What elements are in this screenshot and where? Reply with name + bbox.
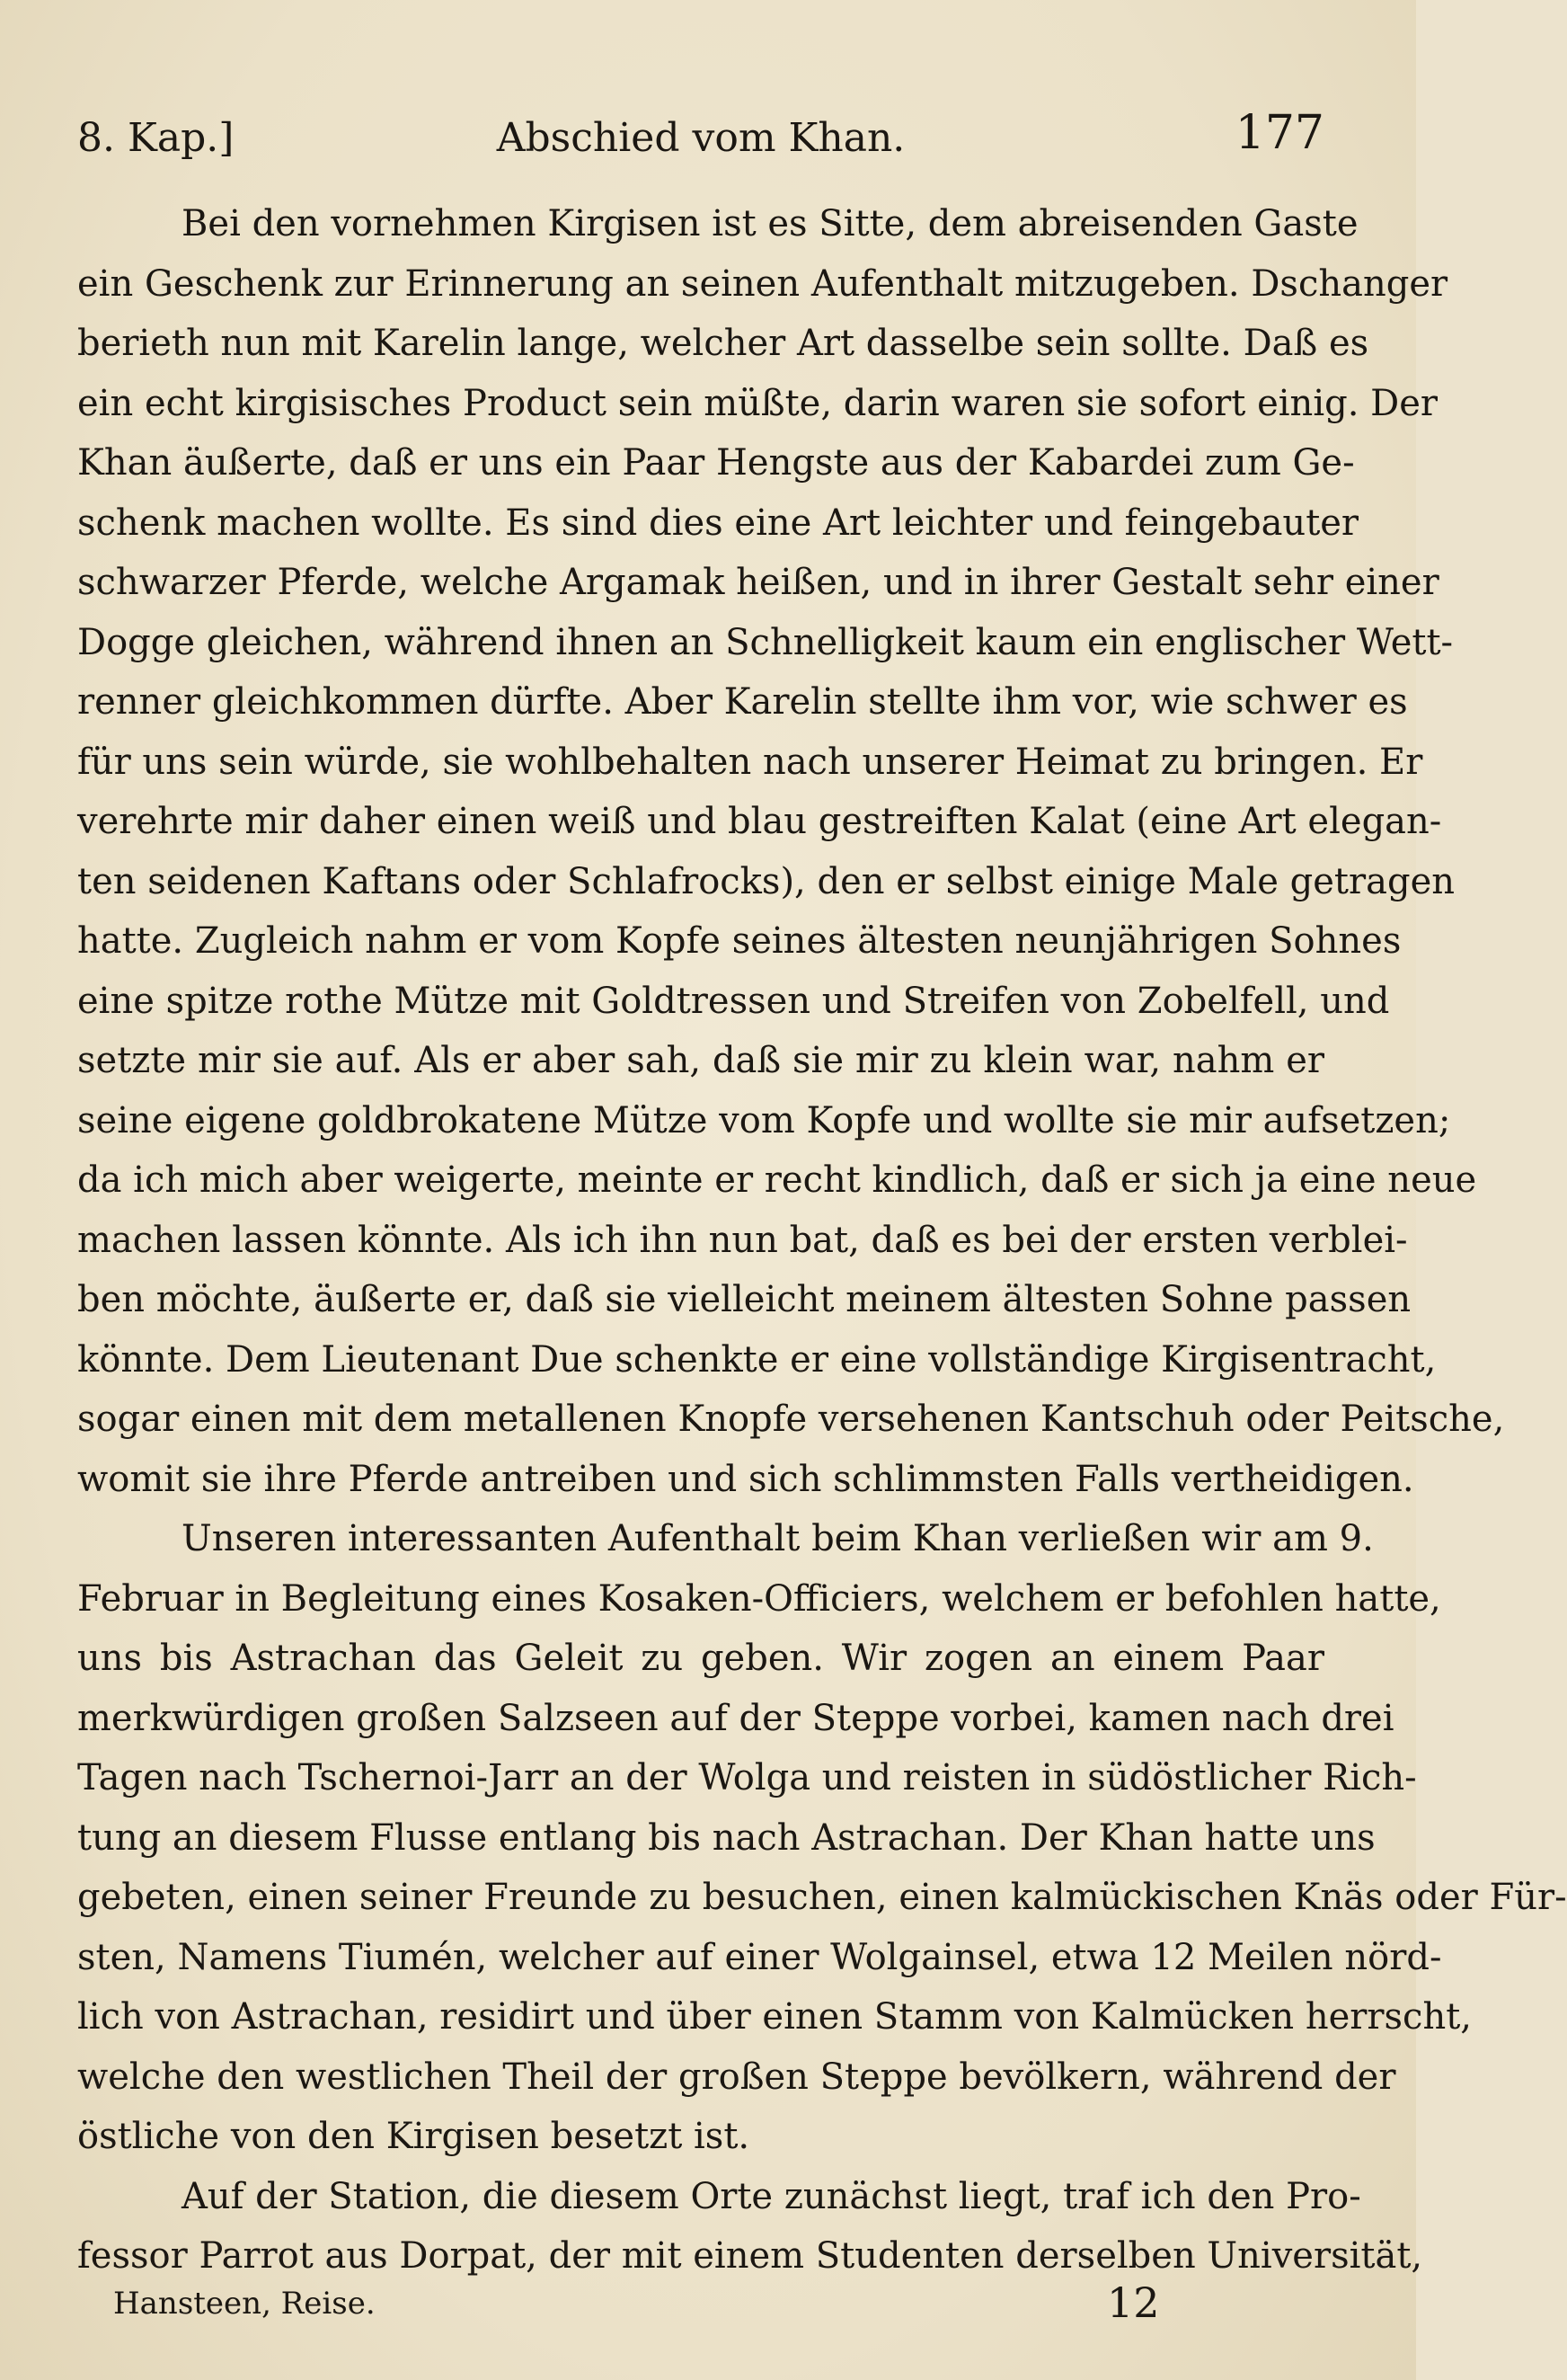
body-text [77, 194, 1567, 2287]
text-line: Unseren interessanten Aufenthalt beim Khan verließen wir am 9. [181, 1518, 1374, 1559]
text-line: setzte mir sie auf. Als er aber sah, daß sie mir zu klein war, nahm er [77, 1040, 1324, 1081]
paragraph [77, 194, 1505, 1509]
paragraph [77, 2167, 1423, 2287]
text-line: verehrte mir daher einen weiß und blau gestreiften Kalat (eine Art elegan- [77, 801, 1442, 842]
text-line: tung an diesem Flusse entlang bis nach Astrachan. Der Khan hatte uns [77, 1816, 1376, 1859]
text-line: gebeten, einen seiner Freunde zu besuchen, einen kalmückischen Knäs oder Für- [77, 1877, 1567, 1918]
text-line: könnte. Dem Lieutenant Due schenkte er eine vollständige Kirgisentracht, [77, 1338, 1437, 1381]
paragraph [77, 1509, 1567, 2167]
text-line: ten seidenen Kaftans oder Schlafrocks), den er selbst einige Male getragen [77, 860, 1456, 902]
text-line: ben möchte, äußerte er, daß sie vielleicht meinem ältesten Sohne passen [77, 1279, 1412, 1320]
text-line: schenk machen wollte. Es sind dies eine Art leichter und feingebauter [77, 502, 1359, 544]
text-line: hatte. Zugleich nahm er vom Kopfe seines ältesten neunjährigen Sohnes [77, 920, 1402, 962]
text-line: östliche von den Kirgisen besetzt ist. [77, 2116, 750, 2157]
signature-number: 12 [1107, 2278, 1160, 2327]
text-line: lich von Astrachan, residirt und über einen Stamm von Kalmücken herrscht, [77, 1996, 1473, 2038]
text-line: berieth nun mit Karelin lange, welcher Art dasselbe sein sollte. Daß es [77, 323, 1369, 364]
text-line: renner gleichkommen dürfte. Aber Karelin stellte ihm vor, wie schwer es [77, 681, 1408, 723]
text-line: welche den westlichen Theil der großen Steppe bevölkern, während der [77, 2056, 1396, 2098]
page-number: 177 [1235, 106, 1324, 160]
text-line: Februar in Begleitung eines Kosaken-Officiers, welchem er befohlen hatte, [77, 1577, 1441, 1620]
text-line: schwarzer Pferde, welche Argamak heißen, und in ihrer Gestalt sehr einer [77, 562, 1439, 603]
chapter-marker: 8. Kap.] [77, 115, 235, 161]
text-line: für uns sein würde, sie wohlbehalten nach unserer Heimat zu bringen. Er [77, 741, 1423, 783]
text-line: Bei den vornehmen Kirgisen ist es Sitte, dem abreisenden Gaste [181, 203, 1359, 244]
text-line: sten, Namens Tiumén, welcher auf einer Wolgainsel, etwa 12 Meilen nörd- [77, 1936, 1442, 1978]
text-line: Auf der Station, die diesem Orte zunächst liegt, traf ich den Pro- [181, 2175, 1361, 2217]
running-title: Abschied vom Khan. [496, 115, 906, 161]
page-header [77, 106, 1324, 169]
text-line: ein Geschenk zur Erinnerung an seinen Aufenthalt mitzugeben. Dschanger [77, 262, 1448, 305]
text-line: merkwürdigen großen Salzseen auf der Steppe vorbei, kamen nach drei [77, 1697, 1394, 1739]
text-line: fessor Parrot aus Dorpat, der mit einem Studenten derselben Universität, [77, 2235, 1423, 2277]
text-line: uns bis Astrachan das Geleit zu geben. Wir zogen an einem Paar [77, 1638, 1324, 1679]
text-line: eine spitze rothe Mütze mit Goldtressen und Streifen von Zobelfell, und [77, 980, 1390, 1022]
text-line: machen lassen könnte. Als ich ihn nun bat, daß es bei der ersten verblei- [77, 1219, 1408, 1261]
text-line: seine eigene goldbrokatene Mütze vom Kopfe und wollte sie mir aufsetzen; [77, 1099, 1451, 1141]
text-line: da ich mich aber weigerte, meinte er recht kindlich, daß er sich ja eine neue [77, 1159, 1477, 1201]
text-line: ein echt kirgisisches Product sein müßte, darin waren sie sofort einig. Der [77, 382, 1439, 424]
text-line: Khan äußerte, daß er uns ein Paar Hengste aus der Kabardei zum Ge- [77, 442, 1355, 484]
text-line: sogar einen mit dem metallenen Knopfe versehenen Kantschuh oder Peitsche, [77, 1399, 1505, 1440]
signature-text: Hansteen, Reise. [113, 2286, 376, 2322]
text-line: Tagen nach Tschernoi-Jarr an der Wolga und reisten in südöstlicher Rich- [77, 1757, 1417, 1798]
page-footer [77, 2278, 1324, 2332]
text-line: womit sie ihre Pferde antreiben und sich schlimmsten Falls vertheidigen. [77, 1458, 1414, 1500]
text-line: Dogge gleichen, während ihnen an Schnelligkeit kaum ein englischer Wett- [77, 621, 1454, 663]
